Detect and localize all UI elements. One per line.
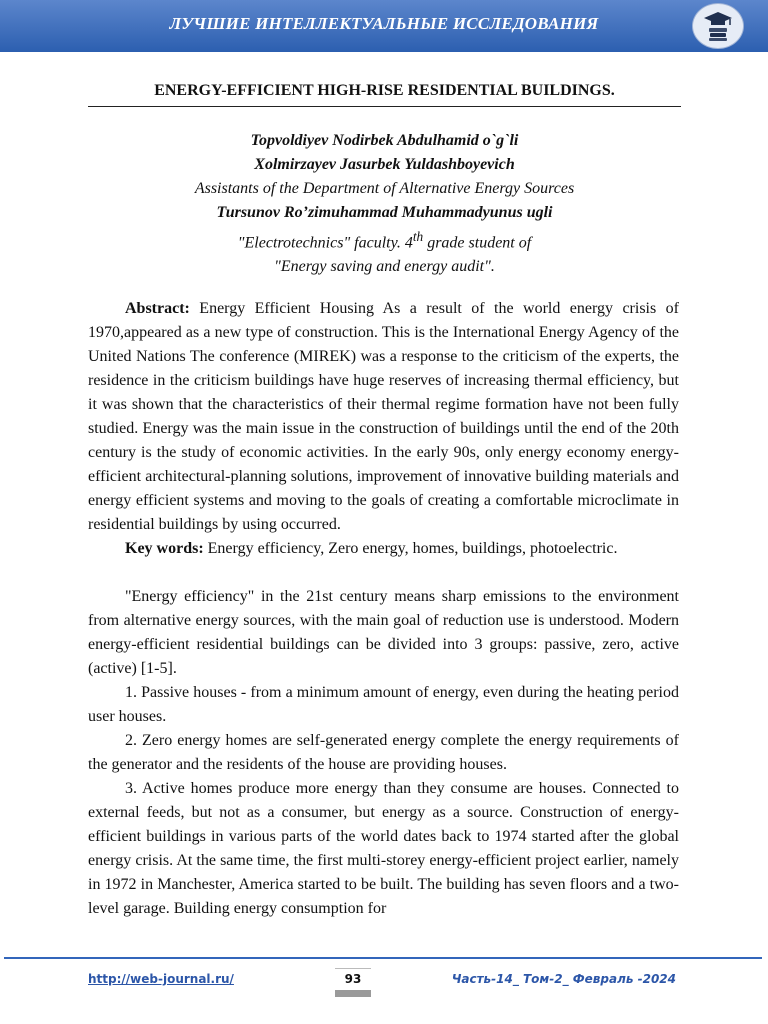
abstract-label: Abstract: [125, 300, 190, 317]
article-body [88, 297, 679, 921]
journal-website-link[interactable]: http://web-journal.ru/ [88, 972, 234, 986]
keywords-text: Energy efficiency, Zero energy, homes, buildings, photoelectric. [203, 540, 618, 557]
author-affiliation: "Energy saving and energy audit". [274, 258, 495, 276]
body-paragraph: 3. Active homes produce more energy than they consume are houses. Connected to external feeds, but not as a consumer, but energy as a source. Construction of energy-efficient buildings in various parts of the world dates back to 1974 started after the global energy crisis. At the same time, the first multi-storey energy-efficient project earlier, namely in 1972 in Manchester, America started to be built. The building has seven floors and a two-level garage. Building energy consumption for [88, 780, 679, 917]
author-block [88, 129, 681, 279]
issue-info: Часть-14_ Том-2_ Февраль -2024 [451, 972, 676, 986]
footer-divider [4, 957, 762, 959]
author-name: Tursunov Ro’zimuhammad Muhammadyunus ugli [216, 204, 553, 221]
body-paragraph: 2. Zero energy homes are self-generated energy complete the energy requirements of the generator and the residents of the house are providing houses. [88, 732, 679, 773]
author-name: Xolmirzayev Jasurbek Yuldashboyevich [254, 156, 515, 173]
title-divider [88, 106, 681, 107]
affiliation-text: grade student of [423, 234, 532, 252]
body-paragraph: "Energy efficiency" in the 21st century means sharp emissions to the environment from alternative energy sources, with the main goal of reduction use is understood. Modern energy-efficient residential buildings can be divided into 3 groups: passive, zero, active (active) [1-5]. [88, 588, 679, 677]
body-paragraph: 1. Passive houses - from a minimum amount of energy, even during the heating period user houses. [88, 684, 679, 725]
journal-logo [692, 3, 744, 49]
article-title: ENERGY-EFFICIENT HIGH-RISE RESIDENTIAL BUILDINGS. [154, 82, 615, 99]
author-affiliation [88, 225, 681, 255]
journal-title: ЛУЧШИЕ ИНТЕЛЛЕКТУАЛЬНЫЕ ИССЛЕДОВАНИЯ [169, 14, 599, 33]
page-number-bar [335, 990, 371, 997]
affiliation-text: "Electrotechnics" faculty. 4 [237, 234, 413, 252]
author-affiliation: Assistants of the Department of Alternative Energy Sources [194, 180, 575, 197]
ordinal-suffix: th [412, 229, 424, 244]
journal-header-banner [0, 0, 768, 52]
keywords-label: Key words: [125, 540, 204, 557]
author-name: Topvoldiyev Nodirbek Abdulhamid o`g`li [250, 132, 519, 149]
abstract-paragraph [88, 297, 679, 537]
keywords-paragraph [88, 537, 679, 561]
page-number-top-rule [335, 968, 371, 969]
page-number: 93 [344, 972, 362, 986]
abstract-text: Energy Efficient Housing As a result of the world energy crisis of 1970,appeared as a new type of construction. This is the International Energy Agency of the United Nations The conference (MIREK) was a response to the criticism of the experts, the residence in the criticism buildings have huge reserves of increasing thermal efficiency, but it was shown that the characteristics of their thermal regime formation have not been fully studied. Energy was the main issue in the construction of buildings until the end of the 20th century is the study of economic activities. In the early 90s, only energy economy energy-efficient architectural-planning solutions, improvement of innovative building materials and energy efficient systems and moving to the goals of creating a comfortable microclimate in residential buildings by using occurred. [88, 300, 679, 533]
graduation-cap-books-icon [703, 10, 733, 42]
